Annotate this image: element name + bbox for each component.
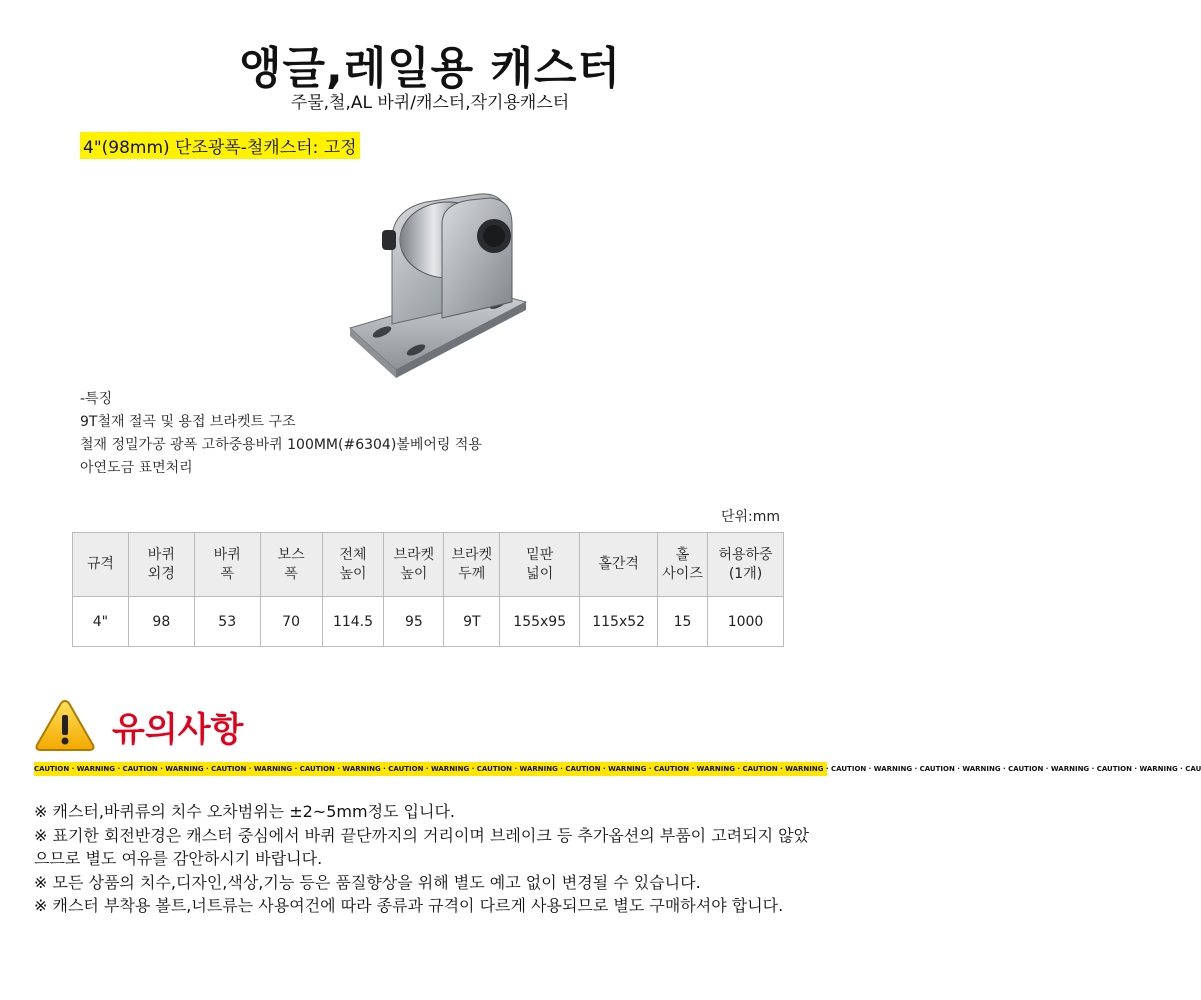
unit-label: 단위:mm (720, 509, 780, 525)
spec-table (72, 532, 784, 647)
feature-item: 철재 정밀가공 광폭 고하중용바퀴 100MM(#6304)볼베어링 적용 (80, 437, 482, 453)
table-cell: 4" (73, 597, 129, 647)
spec-header-row (73, 533, 784, 597)
table-cell: 9T (444, 597, 500, 647)
header-load-capacity: 허용하중 (1개) (708, 533, 784, 597)
note-item: ※ 캐스터 부착용 볼트,너트류는 사용여건에 따라 종류과 규격이 다르게 사용되므로 별도 구매하셔야 합니다. (34, 896, 784, 915)
header-total-height: 전체 높이 (322, 533, 384, 597)
page-subtitle: 주물,철,AL 바퀴/캐스터,작기용캐스터 (290, 93, 570, 113)
header-hole-size: 홀 사이즈 (658, 533, 708, 597)
table-cell: 1000 (708, 597, 784, 647)
table-cell: 155x95 (500, 597, 580, 647)
table-row (73, 597, 784, 647)
feature-item: 아연도금 표면처리 (80, 460, 193, 476)
header-boss-width: 보스 폭 (260, 533, 322, 597)
caution-title: 유의사항 (112, 710, 244, 750)
header-hole-spacing: 홀간격 (580, 533, 658, 597)
page-title: 앵글,레일용 캐스터 (238, 43, 622, 94)
table-cell: 70 (260, 597, 322, 647)
table-cell: 98 (128, 597, 194, 647)
product-tag: 4"(98mm) 단조광폭-철캐스터: 고정 (80, 132, 360, 159)
table-cell: 15 (658, 597, 708, 647)
caution-notes (34, 800, 824, 918)
table-cell: 115x52 (580, 597, 658, 647)
features-section (80, 388, 482, 480)
note-item: ※ 모든 상품의 치수,디자인,색상,기능 등은 품질향상을 위해 별도 예고 없이 변경될 수 있습니다. (34, 872, 701, 892)
caution-warning-strip: CAUTION · WARNING · CAUTION · WARNING · CAUTION · WARNING · CAUTION · WARNING · CAUTION · WARNING · CAUTION · WARNING · CAUTION · WARNING · CAUTION · WARNING · CAUTION · WARNING · CAUTION · WARNING · CAUTION · WARNING · CAUTION · WARNING · CAUTION · WARNING · CAU (34, 762, 827, 776)
note-item: ※ 캐스터,바퀴류의 치수 오차범위는 ±2~5mm정도 입니다. (34, 802, 456, 821)
header-bracket-thickness: 브라켓 두께 (444, 533, 500, 597)
header-bracket-height: 브라켓 높이 (384, 533, 444, 597)
table-cell: 53 (194, 597, 260, 647)
warning-triangle-icon (34, 698, 96, 752)
feature-item: 9T철재 절곡 및 용접 브라켓트 구조 (80, 414, 296, 430)
table-cell: 95 (384, 597, 444, 647)
header-base-size: 밑판 넓이 (500, 533, 580, 597)
header-spec: 규격 (73, 533, 129, 597)
note-item: ※ 표기한 회전반경은 캐스터 중심에서 바퀴 끝단까지의 거리이며 브레이크 등 추가옵션의 부품이 고려되지 않았으므로 별도 여유를 감안하시기 바랍니다. (34, 825, 810, 868)
features-heading: -특징 (80, 391, 113, 407)
caster-product-image (330, 180, 560, 400)
header-wheel-diameter: 바퀴 외경 (128, 533, 194, 597)
table-cell: 114.5 (322, 597, 384, 647)
header-wheel-width: 바퀴 폭 (194, 533, 260, 597)
